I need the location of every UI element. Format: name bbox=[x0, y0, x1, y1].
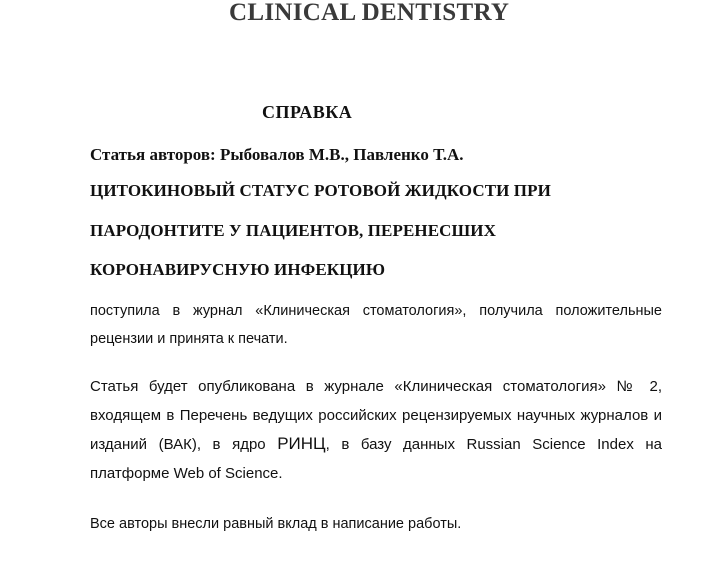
authors-line: Статья авторов: Рыбовалов М.В., Павленко Т.А. bbox=[90, 145, 464, 164]
publication-text-part-2: , в базу данных Russian Science Index на платформе Web of Science. bbox=[90, 436, 663, 482]
publication-paragraph bbox=[90, 373, 662, 488]
rinc-label: РИНЦ bbox=[277, 434, 326, 453]
journal-title: CLINICAL DENTISTRY bbox=[229, 0, 510, 26]
article-title-line-3: КОРОНАВИРУСНУЮ ИНФЕКЦИЮ bbox=[90, 260, 386, 279]
publication-text-part-1: Статья будет опубликована в журнале «Клиническая стоматология» № 2, входящем в Перечень ведущих российских рецензируемых научных журналов и изданий (ВАК), в ядро bbox=[90, 378, 662, 453]
contribution-paragraph: Все авторы внесли равный вклад в написание работы. bbox=[90, 516, 462, 532]
document-title: СПРАВКА bbox=[262, 102, 353, 122]
article-title-line-2: ПАРОДОНТИТЕ У ПАЦИЕНТОВ, ПЕРЕНЕСШИХ bbox=[90, 221, 496, 240]
article-title-line-1: ЦИТОКИНОВЫЙ СТАТУС РОТОВОЙ ЖИДКОСТИ ПРИ bbox=[90, 181, 551, 200]
acceptance-paragraph: поступила в журнал «Клиническая стоматология», получила положительные рецензии и принята к печати. bbox=[90, 303, 662, 347]
